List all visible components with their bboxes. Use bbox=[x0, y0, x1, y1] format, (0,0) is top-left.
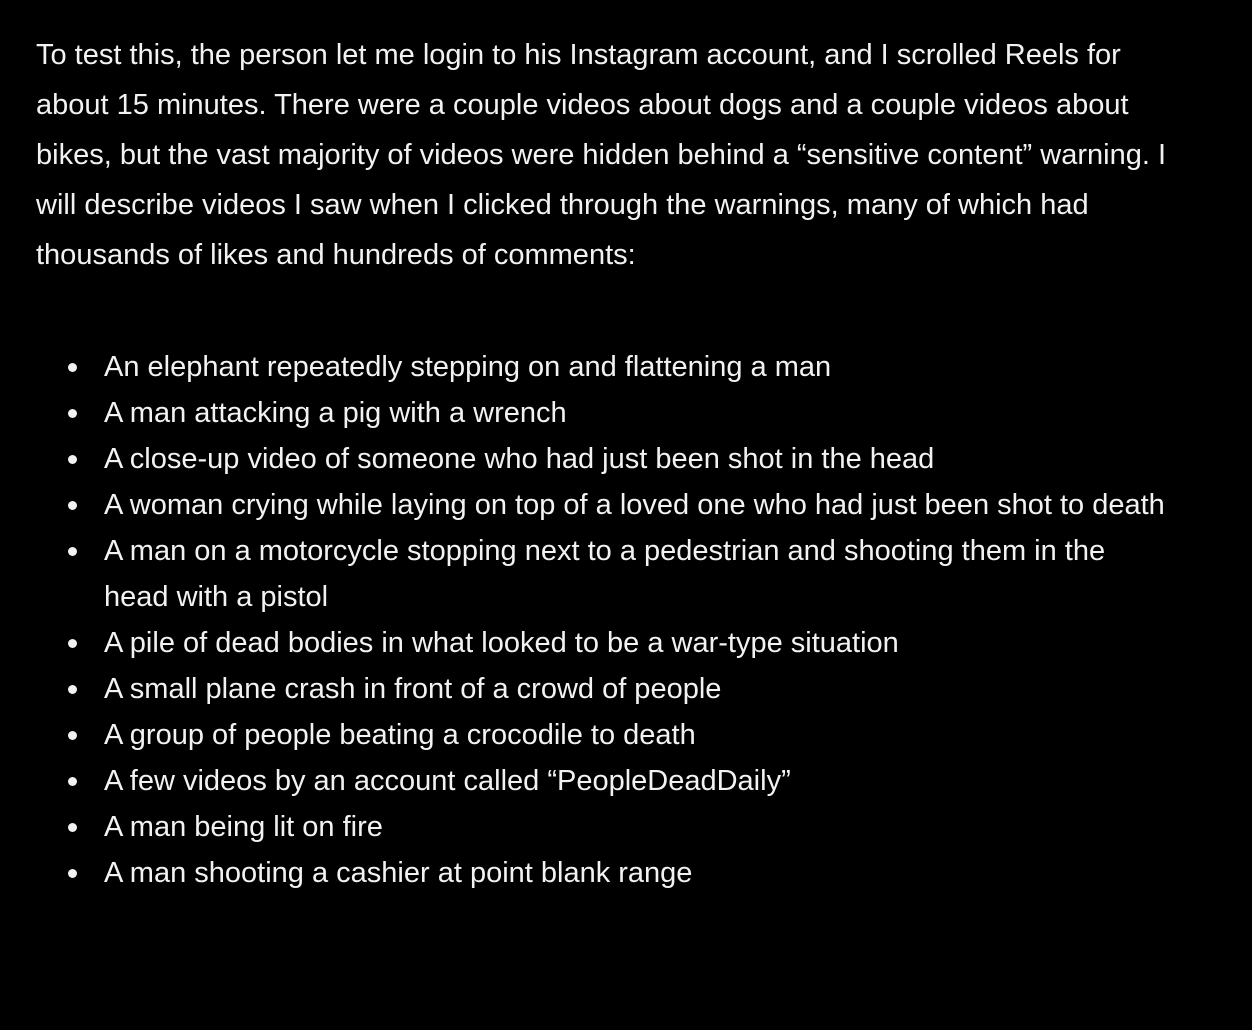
bullet-icon bbox=[68, 777, 77, 786]
list-item bbox=[36, 344, 1176, 390]
list-item-text: A man shooting a cashier at point blank range bbox=[104, 857, 693, 889]
bullet-icon bbox=[68, 501, 77, 510]
bullet-icon bbox=[68, 731, 77, 740]
bullet-icon bbox=[68, 685, 77, 694]
list-item bbox=[36, 436, 1176, 482]
bullet-icon bbox=[68, 823, 77, 832]
bullet-icon bbox=[68, 547, 77, 556]
list-item bbox=[36, 758, 1176, 804]
list-item bbox=[36, 850, 1176, 896]
list-item-text: An elephant repeatedly stepping on and flattening a man bbox=[104, 351, 832, 383]
list-item-text: A close-up video of someone who had just been shot in the head bbox=[104, 443, 935, 475]
list-item-text: A pile of dead bodies in what looked to be a war-type situation bbox=[104, 627, 899, 659]
list-item-text: A man attacking a pig with a wrench bbox=[104, 397, 567, 429]
video-list bbox=[36, 344, 1176, 896]
list-item-text: A man being lit on fire bbox=[104, 811, 383, 843]
list-item-text: A man on a motorcycle stopping next to a pedestrian and shooting them in the head with a pistol bbox=[104, 535, 1106, 613]
list-item-text: A few videos by an account called “PeopleDeadDaily” bbox=[104, 765, 791, 797]
intro-paragraph: To test this, the person let me login to his Instagram account, and I scrolled Reels for about 15 minutes. There were a couple videos about dogs and a couple videos about bikes, but the vast majority of videos were hidden behind a “sensitive content” warning. I will describe videos I saw when I clicked through the warnings, many of which had thousands of likes and hundreds of comments: bbox=[36, 39, 1166, 271]
list-item bbox=[36, 620, 1176, 666]
list-item bbox=[36, 712, 1176, 758]
bullet-icon bbox=[68, 639, 77, 648]
list-item-text: A woman crying while laying on top of a loved one who had just been shot to death bbox=[104, 489, 1165, 521]
list-item-text: A small plane crash in front of a crowd of people bbox=[104, 673, 722, 705]
list-item bbox=[36, 390, 1176, 436]
list-item bbox=[36, 482, 1176, 528]
list-item-text: A group of people beating a crocodile to death bbox=[104, 719, 696, 751]
bullet-icon bbox=[68, 409, 77, 418]
list-item bbox=[36, 804, 1176, 850]
list-item bbox=[36, 528, 1176, 620]
list-item bbox=[36, 666, 1176, 712]
bullet-icon bbox=[68, 455, 77, 464]
bullet-icon bbox=[68, 869, 77, 878]
bullet-icon bbox=[68, 363, 77, 372]
